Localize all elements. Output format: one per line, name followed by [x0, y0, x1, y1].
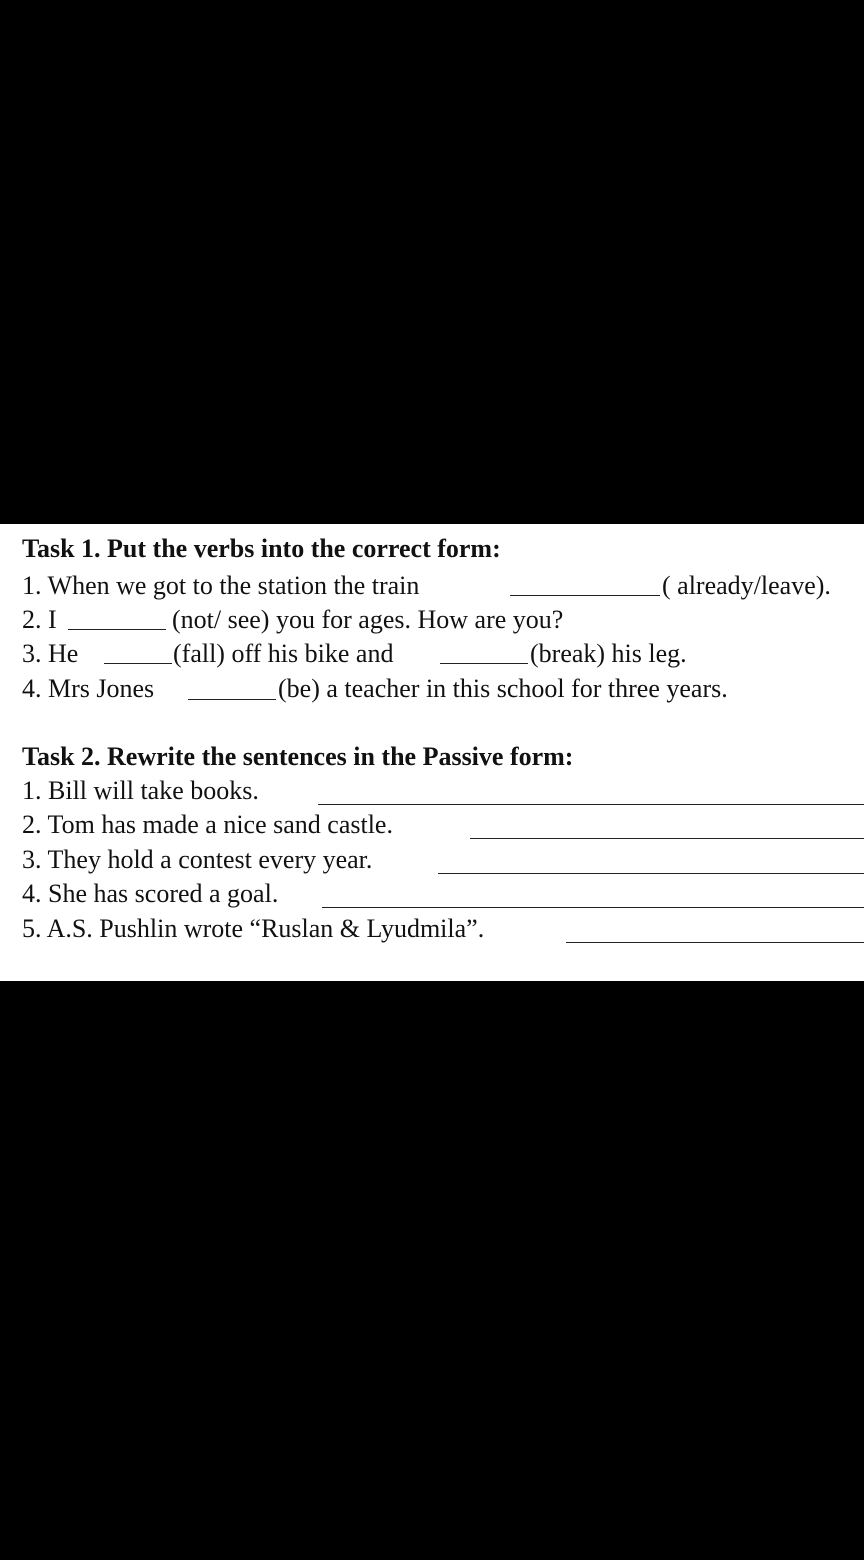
- task2-item-5-text: 5. A.S. Pushlin wrote “Ruslan & Lyudmila”.: [22, 914, 485, 943]
- task2-item-1-text: 1. Bill will take books.: [22, 776, 259, 805]
- task2-title: Task 2. Rewrite the sentences in the Passive form:: [22, 742, 574, 771]
- task1-item-3-hint-1: (fall) off his bike and: [173, 639, 394, 668]
- task1-item-1: [0, 569, 864, 603]
- answer-blank[interactable]: [188, 699, 276, 700]
- task1-item-3-number: 3. He: [22, 639, 79, 668]
- task1-item-2: [0, 603, 864, 637]
- task1-item-2-hint: (not/ see) you for ages. How are you?: [172, 605, 564, 634]
- task2-item-3: [0, 843, 864, 877]
- worksheet: [0, 524, 864, 981]
- answer-line[interactable]: [470, 838, 864, 839]
- task2-item-4-text: 4. She has scored a goal.: [22, 879, 279, 908]
- task2-item-4: [0, 877, 864, 911]
- task2-item-1: [0, 774, 864, 808]
- task1-item-1-text: 1. When we got to the station the train: [22, 571, 420, 600]
- task2-item-5: [0, 912, 864, 946]
- answer-blank[interactable]: [440, 663, 528, 664]
- answer-line[interactable]: [318, 804, 864, 805]
- task1-item-2-number: 2. I: [22, 605, 57, 634]
- task1-item-4-hint: (be) a teacher in this school for three years.: [278, 674, 728, 703]
- answer-line[interactable]: [438, 873, 864, 874]
- answer-blank[interactable]: [68, 629, 166, 630]
- task2-item-3-text: 3. They hold a contest every year.: [22, 845, 373, 874]
- task2-item-2-text: 2. Tom has made a nice sand castle.: [22, 810, 393, 839]
- answer-blank[interactable]: [104, 663, 172, 664]
- task1-item-3: [0, 637, 864, 671]
- answer-blank[interactable]: [510, 595, 660, 596]
- task1-item-1-hint: ( already/leave).: [662, 571, 831, 600]
- answer-line[interactable]: [322, 907, 864, 908]
- task1-item-4-number: 4. Mrs Jones: [22, 674, 155, 703]
- task1-title: Task 1. Put the verbs into the correct form:: [22, 534, 501, 563]
- task1-item-4: [0, 672, 864, 706]
- task1-item-3-hint-2: (break) his leg.: [530, 639, 687, 668]
- task2-item-2: [0, 808, 864, 842]
- answer-line[interactable]: [566, 942, 864, 943]
